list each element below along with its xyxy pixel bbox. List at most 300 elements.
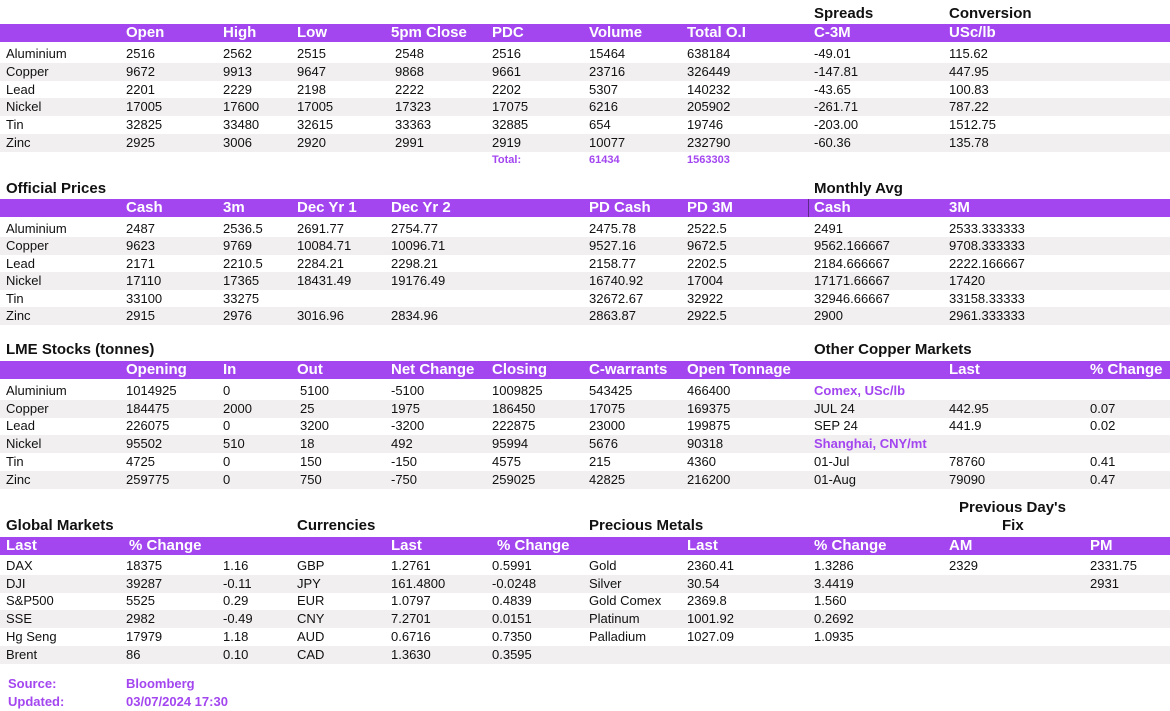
- official-metal: Copper: [6, 238, 49, 253]
- stocks-net-change: -5100: [391, 383, 425, 398]
- stocks-out: 750: [300, 472, 322, 487]
- copper-change: 0.02: [1090, 418, 1116, 433]
- market-close-5pm: 9868: [395, 64, 424, 79]
- stocks-row: [0, 435, 1170, 453]
- market-low: 2515: [297, 46, 326, 61]
- official-monthly-3m: 17420: [949, 273, 986, 288]
- market-open: 2925: [126, 135, 155, 150]
- col-monthly-cash: Cash: [814, 199, 851, 216]
- official-metal: Nickel: [6, 273, 42, 288]
- stocks-open-tonnage: 466400: [687, 383, 731, 398]
- market-close-5pm: 17323: [395, 99, 432, 114]
- stocks-closing: 1009825: [492, 383, 543, 398]
- currency-last: 1.3630: [391, 647, 431, 662]
- conversion-title: Conversion: [949, 5, 1032, 22]
- currency-code: GBP: [297, 558, 325, 573]
- official-monthly-3m: 2533.333333: [949, 221, 1025, 236]
- bottom-row: [0, 646, 1170, 664]
- currency-code: CNY: [297, 611, 325, 626]
- col-5pm-close: 5pm Close: [391, 24, 467, 41]
- market-metal: Zinc: [6, 135, 31, 150]
- fix-title-line2: Fix: [1002, 517, 1024, 534]
- precious-last: 30.54: [687, 576, 720, 591]
- market-high: 3006: [223, 135, 252, 150]
- col-copper-change: % Change: [1090, 361, 1163, 378]
- market-low: 32615: [297, 117, 334, 132]
- market-row: [0, 63, 1170, 81]
- stocks-opening: 1014925: [126, 383, 177, 398]
- market-open: 17005: [126, 99, 163, 114]
- market-c-3m: -261.71: [814, 99, 859, 114]
- official-3m: 33275: [223, 291, 260, 306]
- market-pdc: 9661: [492, 64, 521, 79]
- total-volume: 61434: [589, 154, 620, 166]
- precious-metal: Gold: [589, 558, 617, 573]
- market-pdc: 2919: [492, 135, 521, 150]
- market-high: 9913: [223, 64, 252, 79]
- official-3m: 2536.5: [223, 221, 263, 236]
- stocks-in: 0: [223, 418, 231, 433]
- market-low: 2198: [297, 82, 326, 97]
- official-monthly-3m: 9708.333333: [949, 238, 1025, 253]
- official-dec-yr-2: 19176.49: [391, 273, 446, 288]
- fix-am: 2329: [949, 558, 978, 573]
- market-close-5pm: 2222: [395, 82, 424, 97]
- stocks-header-band: [0, 361, 1170, 379]
- precious-change: 0.2692: [814, 611, 854, 626]
- official-row: [0, 237, 1170, 255]
- bottom-row: [0, 575, 1170, 593]
- stocks-in: 0: [223, 383, 231, 398]
- stocks-open-tonnage: 169375: [687, 401, 731, 416]
- precious-metal: Platinum: [589, 611, 640, 626]
- official-row: [0, 307, 1170, 325]
- stocks-opening: 184475: [126, 401, 170, 416]
- global-header-band: [0, 537, 1170, 555]
- market-c-3m: -203.00: [814, 117, 859, 132]
- global-change: 0.29: [223, 593, 249, 608]
- precious-change: 3.4419: [814, 576, 854, 591]
- precious-metals-title: Precious Metals: [589, 517, 704, 534]
- bottom-row: [0, 628, 1170, 646]
- bottom-row: [0, 610, 1170, 628]
- market-volume: 10077: [589, 135, 626, 150]
- col-currency-change: % Change: [497, 537, 570, 554]
- market-pdc: 17075: [492, 99, 529, 114]
- official-row: [0, 255, 1170, 273]
- global-last: 5525: [126, 593, 155, 608]
- stocks-metal: Lead: [6, 418, 35, 433]
- copper-contract: JUL 24: [814, 401, 855, 416]
- currency-code: AUD: [297, 629, 325, 644]
- global-change: -0.49: [223, 611, 253, 626]
- official-monthly-cash: 32946.66667: [814, 291, 890, 306]
- market-usc-lb: 1512.75: [949, 117, 996, 132]
- market-pdc: 2202: [492, 82, 521, 97]
- col-cash: Cash: [126, 199, 163, 216]
- official-monthly-cash: 9562.166667: [814, 238, 890, 253]
- col-global-change: % Change: [129, 537, 202, 554]
- market-volume: 23716: [589, 64, 626, 79]
- stocks-metal: Aluminium: [6, 383, 67, 398]
- lme-stocks-title: LME Stocks (tonnes): [6, 341, 155, 358]
- total-oi: 1563303: [687, 154, 730, 166]
- global-index: Hg Seng: [6, 629, 57, 644]
- official-prices-title: Official Prices: [6, 180, 107, 197]
- global-last: 39287: [126, 576, 163, 591]
- col-closing: Closing: [492, 361, 547, 378]
- market-header-band: [0, 24, 1170, 42]
- official-pd-3m: 2202.5: [687, 256, 727, 271]
- official-pd-cash: 32672.67: [589, 291, 644, 306]
- stocks-in: 0: [223, 454, 231, 469]
- col-low: Low: [297, 24, 327, 41]
- market-open: 9672: [126, 64, 155, 79]
- official-pd-cash: 2863.87: [589, 308, 636, 323]
- col-pd-cash: PD Cash: [589, 199, 651, 216]
- stocks-closing: 186450: [492, 401, 536, 416]
- col-3m: 3m: [223, 199, 245, 216]
- global-change: 1.16: [223, 558, 249, 573]
- global-change: -0.11: [223, 576, 252, 591]
- market-high: 33480: [223, 117, 260, 132]
- currency-change: 0.0151: [492, 611, 532, 626]
- market-close-5pm: 33363: [395, 117, 432, 132]
- official-cash: 33100: [126, 291, 163, 306]
- copper-last: 78760: [949, 454, 986, 469]
- market-low: 17005: [297, 99, 334, 114]
- official-monthly-3m: 2222.166667: [949, 256, 1025, 271]
- stocks-open-tonnage: 216200: [687, 472, 731, 487]
- col-c-3m: C-3M: [814, 24, 851, 41]
- market-volume: 15464: [589, 46, 626, 61]
- market-volume: 654: [589, 117, 611, 132]
- global-index: DJI: [6, 576, 26, 591]
- market-usc-lb: 447.95: [949, 64, 989, 79]
- market-total-oi: 232790: [687, 135, 731, 150]
- market-usc-lb: 100.83: [949, 82, 989, 97]
- official-pd-3m: 32922: [687, 291, 724, 306]
- market-metal: Lead: [6, 82, 35, 97]
- copper-contract: 01-Aug: [814, 472, 856, 487]
- official-metal: Lead: [6, 256, 35, 271]
- official-metal: Aluminium: [6, 221, 67, 236]
- stocks-open-tonnage: 90318: [687, 436, 724, 451]
- stocks-open-tonnage: 4360: [687, 454, 716, 469]
- market-total-oi: 326449: [687, 64, 731, 79]
- stocks-out: 5100: [300, 383, 329, 398]
- stocks-row: [0, 471, 1170, 489]
- official-3m: 2210.5: [223, 256, 263, 271]
- official-dec-yr-2: 2754.77: [391, 221, 438, 236]
- stocks-metal: Nickel: [6, 436, 42, 451]
- market-row: [0, 134, 1170, 152]
- market-c-3m: -49.01: [814, 46, 851, 61]
- col-dec-yr-1: Dec Yr 1: [297, 199, 357, 216]
- col-pdc: PDC: [492, 24, 524, 41]
- stocks-net-change: 492: [391, 436, 413, 451]
- official-dec-yr-2: 10096.71: [391, 238, 446, 253]
- stocks-out: 150: [300, 454, 322, 469]
- copper-contract: 01-Jul: [814, 454, 850, 469]
- precious-last: 2360.41: [687, 558, 734, 573]
- spreads-title: Spreads: [814, 5, 874, 22]
- official-dec-yr-1: 18431.49: [297, 273, 352, 288]
- official-monthly-cash: 2491: [814, 221, 843, 236]
- stocks-row: [0, 453, 1170, 471]
- official-3m: 17365: [223, 273, 260, 288]
- copper-market-heading: Comex, USc/lb: [814, 383, 906, 398]
- official-dec-yr-1: 10084.71: [297, 238, 352, 253]
- official-pd-3m: 17004: [687, 273, 724, 288]
- currency-change: 0.5991: [492, 558, 532, 573]
- global-markets-title: Global Markets: [6, 517, 114, 534]
- market-pdc: 2516: [492, 46, 521, 61]
- official-header-band: [0, 199, 1170, 217]
- market-row: [0, 45, 1170, 63]
- copper-change: 0.41: [1090, 454, 1116, 469]
- market-total-oi: 205902: [687, 99, 731, 114]
- col-pd-3m: PD 3M: [687, 199, 733, 216]
- official-monthly-3m: 33158.33333: [949, 291, 1025, 306]
- market-close-5pm: 2548: [395, 46, 424, 61]
- market-metal: Nickel: [6, 99, 42, 114]
- col-open: Open: [126, 24, 165, 41]
- market-close-5pm: 2991: [395, 135, 424, 150]
- official-row: [0, 220, 1170, 238]
- global-last: 17979: [126, 629, 163, 644]
- global-change: 0.10: [223, 647, 249, 662]
- currency-last: 0.6716: [391, 629, 431, 644]
- stocks-opening: 226075: [126, 418, 170, 433]
- stocks-net-change: -750: [391, 472, 418, 487]
- stocks-net-change: 1975: [391, 401, 420, 416]
- monthly-avg-title: Monthly Avg: [814, 180, 903, 197]
- stocks-opening: 4725: [126, 454, 155, 469]
- official-dec-yr-2: 2298.21: [391, 256, 438, 271]
- precious-last: 1001.92: [687, 611, 734, 626]
- stocks-open-tonnage: 199875: [687, 418, 731, 433]
- stocks-closing: 4575: [492, 454, 521, 469]
- stocks-closing: 259025: [492, 472, 536, 487]
- stocks-out: 18: [300, 436, 315, 451]
- official-row: [0, 290, 1170, 308]
- col-in: In: [223, 361, 237, 378]
- market-open: 2516: [126, 46, 155, 61]
- official-3m: 2976: [223, 308, 252, 323]
- col-total-oi: Total O.I: [687, 24, 746, 41]
- official-metal: Tin: [6, 291, 24, 306]
- market-low: 9647: [297, 64, 326, 79]
- official-dec-yr-1: 2284.21: [297, 256, 344, 271]
- stocks-net-change: -150: [391, 454, 418, 469]
- global-change: 1.18: [223, 629, 249, 644]
- official-cash: 2915: [126, 308, 155, 323]
- col-monthly-3m: 3M: [949, 199, 970, 216]
- currency-code: CAD: [297, 647, 325, 662]
- market-volume: 5307: [589, 82, 618, 97]
- official-pd-3m: 2922.5: [687, 308, 727, 323]
- total-label: Total:: [492, 154, 522, 166]
- stocks-closing: 95994: [492, 436, 529, 451]
- stocks-metal: Copper: [6, 401, 49, 416]
- market-total-oi: 638184: [687, 46, 731, 61]
- global-index: SSE: [6, 611, 33, 626]
- stocks-c-warrants: 17075: [589, 401, 626, 416]
- copper-last: 442.95: [949, 401, 989, 416]
- updated-value: 03/07/2024 17:30: [126, 694, 228, 709]
- col-opening: Opening: [126, 361, 187, 378]
- col-high: High: [223, 24, 257, 41]
- currency-code: JPY: [297, 576, 321, 591]
- col-global-last: Last: [6, 537, 37, 554]
- stocks-out: 3200: [300, 418, 329, 433]
- currency-last: 7.2701: [391, 611, 431, 626]
- precious-metal: Palladium: [589, 629, 647, 644]
- stocks-net-change: -3200: [391, 418, 425, 433]
- stocks-opening: 95502: [126, 436, 163, 451]
- copper-change: 0.07: [1090, 401, 1116, 416]
- official-3m: 9769: [223, 238, 252, 253]
- precious-metal: Gold Comex: [589, 593, 662, 608]
- currency-last: 1.2761: [391, 558, 431, 573]
- source-label: Source:: [8, 676, 57, 691]
- currency-change: 0.7350: [492, 629, 532, 644]
- currency-change: -0.0248: [492, 576, 537, 591]
- col-out: Out: [297, 361, 323, 378]
- precious-change: 1.3286: [814, 558, 854, 573]
- col-open-tonnage: Open Tonnage: [687, 361, 791, 378]
- market-high: 17600: [223, 99, 260, 114]
- stocks-out: 25: [300, 401, 315, 416]
- currencies-title: Currencies: [297, 517, 376, 534]
- official-monthly-cash: 2184.666667: [814, 256, 890, 271]
- col-copper-last: Last: [949, 361, 980, 378]
- col-usc-lb: USc/lb: [949, 24, 996, 41]
- col-fix-pm: PM: [1090, 537, 1113, 554]
- copper-market-heading: Shanghai, CNY/mt: [814, 436, 927, 451]
- precious-last: 1027.09: [687, 629, 734, 644]
- market-high: 2229: [223, 82, 252, 97]
- col-precious-change: % Change: [814, 537, 887, 554]
- stocks-c-warrants: 215: [589, 454, 611, 469]
- source-value: Bloomberg: [126, 676, 195, 691]
- market-volume: 6216: [589, 99, 618, 114]
- official-dec-yr-2: 2834.96: [391, 308, 438, 323]
- global-last: 2982: [126, 611, 155, 626]
- precious-change: 1.0935: [814, 629, 854, 644]
- copper-last: 79090: [949, 472, 986, 487]
- fix-title-line1: Previous Day's: [959, 499, 1066, 516]
- official-cash: 2171: [126, 256, 155, 271]
- stocks-row: [0, 382, 1170, 400]
- market-usc-lb: 135.78: [949, 135, 989, 150]
- official-cash: 2487: [126, 221, 155, 236]
- stocks-metal: Zinc: [6, 472, 31, 487]
- official-dec-yr-1: 2691.77: [297, 221, 344, 236]
- global-index: DAX: [6, 558, 33, 573]
- stocks-c-warrants: 5676: [589, 436, 618, 451]
- col-volume: Volume: [589, 24, 643, 41]
- col-dec-yr-2: Dec Yr 2: [391, 199, 451, 216]
- col-fix-am: AM: [949, 537, 973, 554]
- official-pd-3m: 9672.5: [687, 238, 727, 253]
- col-precious-last: Last: [687, 537, 718, 554]
- header-divider: [808, 199, 809, 217]
- market-low: 2920: [297, 135, 326, 150]
- official-pd-cash: 9527.16: [589, 238, 636, 253]
- stocks-row: [0, 400, 1170, 418]
- bottom-row: [0, 592, 1170, 610]
- market-metal: Tin: [6, 117, 24, 132]
- col-currency-last: Last: [391, 537, 422, 554]
- precious-last: 2369.8: [687, 593, 727, 608]
- updated-label: Updated:: [8, 694, 65, 709]
- currency-change: 0.3595: [492, 647, 532, 662]
- market-c-3m: -60.36: [814, 135, 851, 150]
- market-usc-lb: 115.62: [949, 46, 988, 61]
- stocks-opening: 259775: [126, 472, 170, 487]
- market-open: 32825: [126, 117, 163, 132]
- official-metal: Zinc: [6, 308, 31, 323]
- market-total-oi: 140232: [687, 82, 731, 97]
- copper-change: 0.47: [1090, 472, 1116, 487]
- global-index: S&P500: [6, 593, 54, 608]
- fix-pm: 2931: [1090, 576, 1119, 591]
- global-index: Brent: [6, 647, 38, 662]
- stocks-closing: 222875: [492, 418, 536, 433]
- official-pd-cash: 2475.78: [589, 221, 636, 236]
- official-monthly-cash: 2900: [814, 308, 843, 323]
- stocks-in: 2000: [223, 401, 252, 416]
- currency-last: 161.4800: [391, 576, 446, 591]
- official-dec-yr-1: 3016.96: [297, 308, 344, 323]
- official-pd-3m: 2522.5: [687, 221, 727, 236]
- official-pd-cash: 2158.77: [589, 256, 636, 271]
- official-monthly-cash: 17171.66667: [814, 273, 890, 288]
- market-pdc: 32885: [492, 117, 529, 132]
- copper-last: 441.9: [949, 418, 982, 433]
- stocks-c-warrants: 23000: [589, 418, 626, 433]
- global-last: 86: [126, 647, 141, 662]
- other-copper-title: Other Copper Markets: [814, 341, 972, 358]
- official-cash: 9623: [126, 238, 155, 253]
- market-total-oi: 19746: [687, 117, 724, 132]
- market-metal: Copper: [6, 64, 49, 79]
- col-net-change: Net Change: [391, 361, 475, 378]
- market-row: [0, 81, 1170, 99]
- market-row: [0, 98, 1170, 116]
- stocks-metal: Tin: [6, 454, 24, 469]
- copper-contract: SEP 24: [814, 418, 858, 433]
- market-high: 2562: [223, 46, 252, 61]
- market-metal: Aluminium: [6, 46, 67, 61]
- stocks-c-warrants: 543425: [589, 383, 633, 398]
- market-row: [0, 116, 1170, 134]
- bottom-row: [0, 557, 1170, 575]
- market-c-3m: -43.65: [814, 82, 851, 97]
- col-c-warrants: C-warrants: [589, 361, 668, 378]
- fix-pm: 2331.75: [1090, 558, 1137, 573]
- stocks-in: 0: [223, 472, 231, 487]
- precious-change: 1.560: [814, 593, 847, 608]
- official-monthly-3m: 2961.333333: [949, 308, 1025, 323]
- stocks-row: [0, 417, 1170, 435]
- official-pd-cash: 16740.92: [589, 273, 644, 288]
- global-last: 18375: [126, 558, 163, 573]
- currency-code: EUR: [297, 593, 325, 608]
- official-row: [0, 272, 1170, 290]
